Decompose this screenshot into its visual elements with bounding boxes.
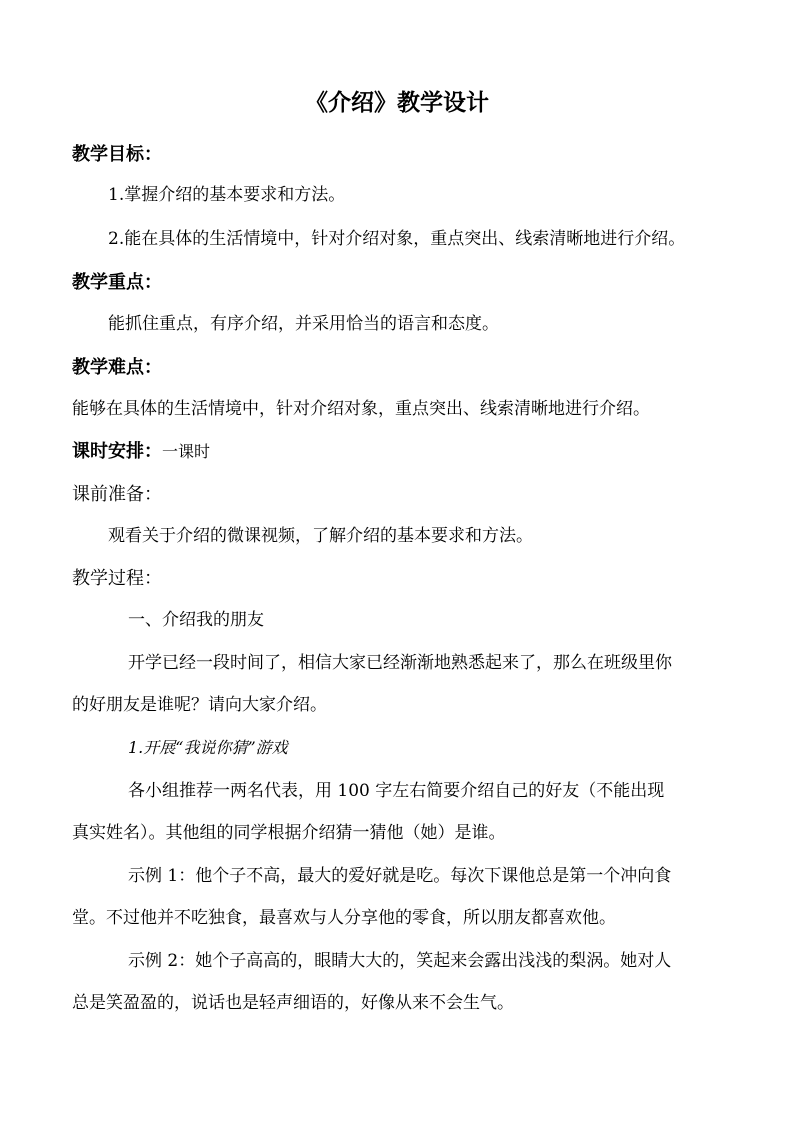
para1-line-2: 的好朋友是谁呢？请向大家介绍。 — [72, 695, 327, 715]
schedule-heading: 课时安排： — [72, 441, 162, 462]
step1-title: 1.开展“我说你猜”游戏 — [128, 738, 288, 757]
example2-line-1: 示例 2：她个子高高的，眼睛大大的，笑起来会露出浅浅的梨涡。她对人 — [128, 951, 672, 971]
keypoints-text: 能抓住重点，有序介绍，并采用恰当的语言和态度。 — [108, 314, 499, 334]
section1-title: 一、介绍我的朋友 — [128, 610, 264, 630]
goal-item-1: 1.掌握介绍的基本要求和方法。 — [108, 185, 346, 205]
schedule-row — [72, 439, 210, 465]
example1-line-2: 堂。不过他并不吃独食，最喜欢与人分享他的零食，所以朋友都喜欢他。 — [72, 908, 616, 928]
difficulties-text: 能够在具体的生活情境中，针对介绍对象，重点突出、线索清晰地进行介绍。 — [72, 399, 650, 419]
para1-line-1: 开学已经一段时间了，相信大家已经渐渐地熟悉起来了，那么在班级里你 — [128, 653, 672, 673]
document-title: 《介绍》教学设计 — [305, 90, 489, 116]
process-heading: 教学过程： — [72, 568, 162, 589]
goals-heading: 教学目标： — [72, 144, 162, 165]
para2-line-2: 真实姓名）。其他组的同学根据介绍猜一猜他（她）是谁。 — [72, 823, 506, 843]
preparation-heading: 课前准备： — [72, 484, 162, 505]
schedule-value: 一课时 — [162, 442, 211, 461]
goal-item-2: 2.能在具体的生活情境中，针对介绍对象，重点突出、线索清晰地进行介绍。 — [108, 229, 686, 249]
preparation-text: 观看关于介绍的微课视频，了解介绍的基本要求和方法。 — [108, 526, 533, 546]
para2-line-1: 各小组推荐一两名代表，用 100 字左右简要介绍自己的好友（不能出现 — [128, 781, 665, 801]
keypoints-heading: 教学重点： — [72, 272, 162, 293]
difficulties-heading: 教学难点： — [72, 357, 162, 378]
example2-line-2: 总是笑盈盈的，说话也是轻声细语的，好像从来不会生气。 — [72, 993, 514, 1013]
example1-line-1: 示例 1：他个子不高，最大的爱好就是吃。每次下课他总是第一个冲向食 — [128, 866, 672, 886]
